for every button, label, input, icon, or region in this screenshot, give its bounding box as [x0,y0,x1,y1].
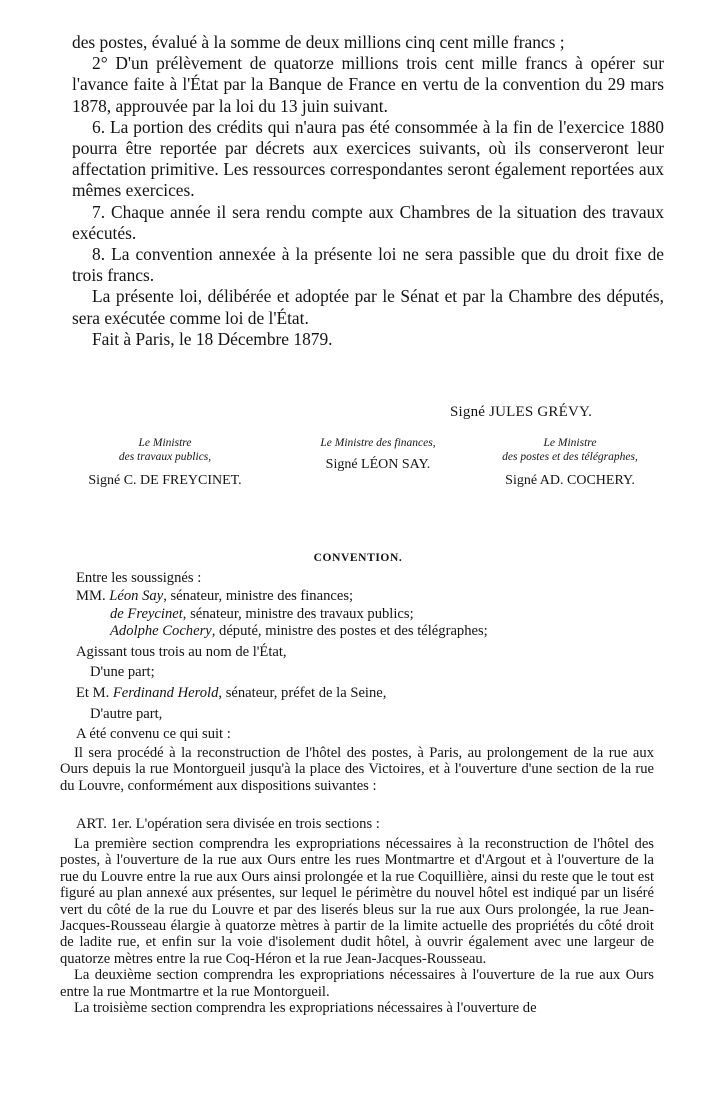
minister-title-detail: des postes et des télégraphes, [502,451,638,463]
minister-signature: Signé C. DE FREYCINET. [88,473,242,488]
article-8: 8. La convention annexée à la présente loi ne sera passible que du droit fixe de trois francs. [72,244,664,286]
article-7: 7. Chaque année il sera rendu compte aux Chambres de la situation des travaux exécutés. [72,201,664,243]
minister-public-works [60,436,270,488]
paragraph-prelevement: 2° D'un prélèvement de quatorze millions trois cent mille francs à opérer sur l'avance faite à l'État par la Banque de France en vertu de la convention du 29 mars 1878, approuvée par la loi du 13 juin suivant. [72,53,664,116]
minister-signature: Signé LÉON SAY. [325,457,431,472]
party-line-2 [110,606,414,623]
date-line: Fait à Paris, le 18 Décembre 1879. [92,328,333,349]
sections-body [60,836,654,1016]
party-role: , sénateur, ministre des finances; [163,588,354,604]
minister-title: Le Ministre [138,437,192,449]
article-1-text: L'opération sera divisée en trois sections : [132,816,380,832]
party2-line [76,685,386,702]
acting-line: Agissant tous trois au nom de l'État, [76,644,287,660]
article-1-line [76,816,380,833]
party-name: de Freycinet [110,606,183,622]
party-role: , député, ministre des postes et des télégraphes; [211,623,488,639]
law-text [72,32,664,350]
article-6: 6. La portion des crédits qui n'aura pas été consommée à la fin de l'exercice 1880 pourra être reportée par décrets aux exercices suivants, où ils conserveront leur affectation primitive. Les ressources correspondantes seront également reportées aux mêmes exercices. [72,116,664,201]
paragraph-postes: des postes, évalué à la somme de deux millions cinq cent mille francs ; [72,32,565,52]
minister-signature: Signé AD. COCHERY. [505,473,635,488]
section-1: La première section comprendra les expropriations nécessaires à la reconstruction de l'hôtel des postes, à l'ouverture de la rue aux Ours entre les rues Montmartre et d'Argout et à l'ouverture de la rue du Louvre entre la rue aux Ours ainsi prolongée et la rue Coquillière, ainsi du reste que le tout est figuré au plan annexé aux présentes, sur lequel le périmètre du nouvel hôtel est indiqué par un liséré vert du côté de la rue du Louvre et par des liserés bleus sur la rue aux Ours prolongée, la rue Jean-Jacques-Rousseau élargie à quatorze mètres à partir de la limite actuelle des propriétés du côté droit de ladite rue, et enfin sur la voie d'isolement dudit hôtel, à ouvrir également avec une largeur de quatorze mètres entre la rue Coq-Héron et la rue Jean-Jacques-Rousseau. [60,836,654,967]
paragraph-main: Il sera procédé à la reconstruction de l'hôtel des postes, à Paris, au prolongement de la rue aux Ours depuis la rue Montorgueil jusqu'à la place des Victoires, et à l'ouverture d'une section de la rue du Louvre, conformément aux dispositions suivantes : [60,745,654,794]
une-part-line: D'une part; [90,664,155,680]
minister-title: Le Ministre [543,437,597,449]
party-line-3 [110,623,488,640]
article-1-label: ART. 1er. [76,816,133,832]
party-name: Ferdinand Herold [112,685,219,701]
party-role: , sénateur, préfet de la Seine, [218,685,387,701]
mm-label: MM. [76,588,106,604]
section-3: La troisième section comprendra les expropriations nécessaires à l'ouverture de [74,1000,537,1017]
autre-part-line: D'autre part, [90,706,163,722]
convention-body [60,745,654,794]
party-role: , sénateur, ministre des travaux publics; [182,606,414,622]
party2-prefix: Et M. [76,685,113,701]
minister-finances [278,436,478,472]
president-signature: Signé JULES GRÉVY. [450,404,593,420]
promulgation-paragraph: La présente loi, délibérée et adoptée par le Sénat et par la Chambre des députés, sera exécutée comme loi de l'État. [72,286,664,328]
party-name: Léon Say [109,588,164,604]
convention-title: CONVENTION. [313,552,403,564]
minister-signatures [60,436,670,496]
minister-title-detail: des travaux publics, [118,451,212,463]
section-2: La deuxième section comprendra les expropriations nécessaires à l'ouverture de la rue aux Ours entre la rue Montmartre et la rue Montorgueil. [60,967,654,1000]
agreed-line: A été convenu ce qui suit : [76,726,231,742]
minister-postes [470,436,670,488]
party-name: Adolphe Cochery [110,623,212,639]
minister-title: Le Ministre des finances, [320,437,436,449]
party-line-1 [76,588,353,605]
convention-intro: Entre les soussignés : [76,570,202,586]
